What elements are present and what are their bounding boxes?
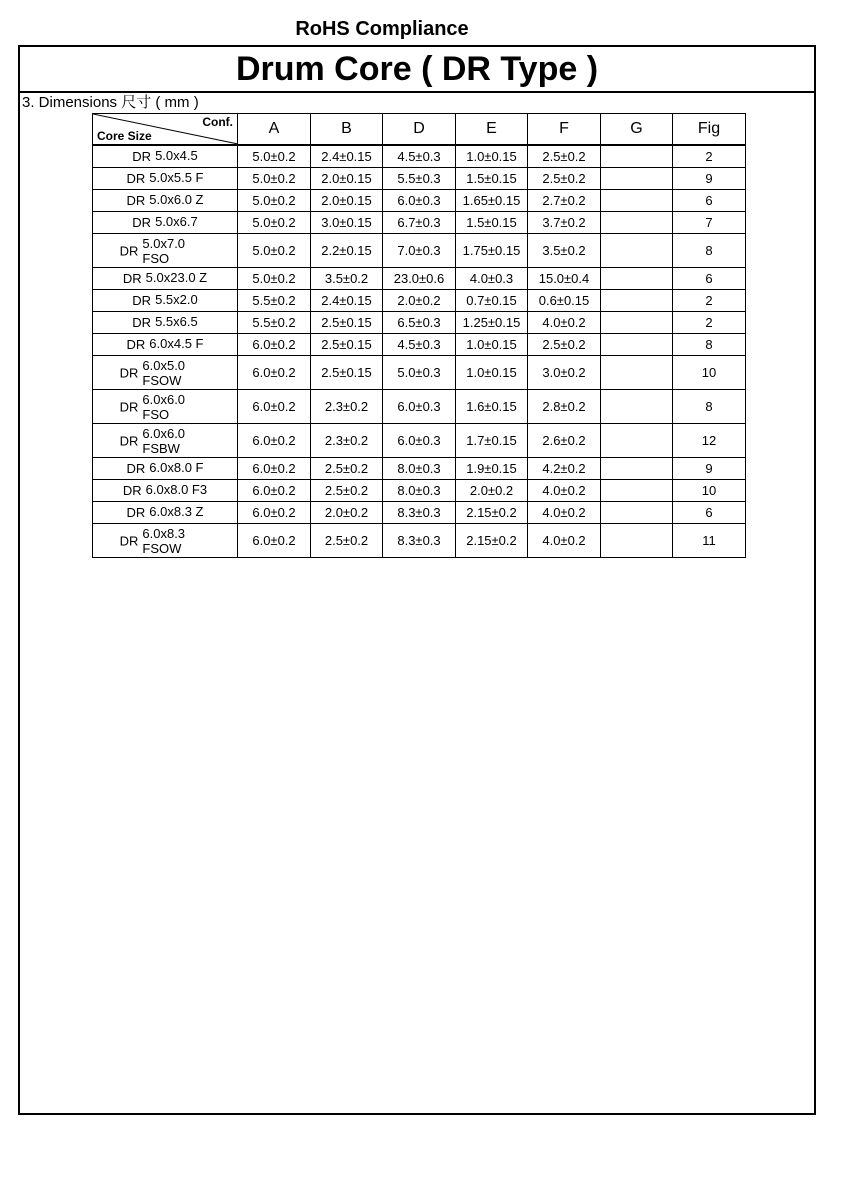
core-size-value bbox=[155, 148, 198, 163]
cell-e: 1.7±0.15 bbox=[456, 424, 528, 458]
core-size-line: 6.0x4.5 F bbox=[149, 336, 204, 352]
cell-g bbox=[601, 458, 673, 480]
core-size-line: 6.0x8.0 F bbox=[149, 460, 204, 476]
core-size-line: 6.0x5.0 bbox=[142, 357, 186, 373]
cell-g bbox=[601, 334, 673, 356]
table-row bbox=[93, 424, 746, 458]
cell-d: 6.0±0.3 bbox=[383, 390, 456, 424]
core-size-value bbox=[149, 170, 203, 185]
cell-d: 4.5±0.3 bbox=[383, 334, 456, 356]
cell-g bbox=[601, 480, 673, 502]
core-size-cell bbox=[93, 480, 238, 502]
cell-b: 2.5±0.2 bbox=[311, 524, 383, 558]
cell-d: 8.3±0.3 bbox=[383, 524, 456, 558]
cell-f: 4.2±0.2 bbox=[528, 458, 601, 480]
core-prefix: DR bbox=[126, 193, 146, 209]
cell-g bbox=[601, 424, 673, 458]
cell-a: 6.0±0.2 bbox=[238, 458, 311, 480]
cell-e: 1.0±0.15 bbox=[456, 145, 528, 168]
cell-f: 3.5±0.2 bbox=[528, 234, 601, 268]
core-size-value bbox=[142, 236, 210, 266]
core-size-line: 6.0x8.3 bbox=[142, 525, 186, 541]
cell-e: 1.5±0.15 bbox=[456, 212, 528, 234]
cell-a: 5.0±0.2 bbox=[238, 145, 311, 168]
cell-b: 2.5±0.15 bbox=[311, 356, 383, 390]
cell-fig: 2 bbox=[673, 145, 746, 168]
cell-e: 2.0±0.2 bbox=[456, 480, 528, 502]
core-size-value bbox=[149, 336, 203, 351]
core-prefix: DR bbox=[132, 215, 152, 231]
cell-e: 2.15±0.2 bbox=[456, 524, 528, 558]
core-prefix: DR bbox=[119, 399, 139, 414]
cell-b: 2.5±0.2 bbox=[311, 458, 383, 480]
table-row bbox=[93, 190, 746, 212]
cell-a: 5.5±0.2 bbox=[238, 290, 311, 312]
table-row bbox=[93, 268, 746, 290]
cell-g bbox=[601, 312, 673, 334]
table-row bbox=[93, 502, 746, 524]
cell-a: 6.0±0.2 bbox=[238, 502, 311, 524]
cell-fig: 2 bbox=[673, 312, 746, 334]
section-label: 3. Dimensions 尺寸 ( mm ) bbox=[22, 94, 199, 111]
cell-a: 5.0±0.2 bbox=[238, 168, 311, 190]
core-prefix: DR bbox=[119, 533, 139, 548]
header-row bbox=[93, 114, 746, 146]
table-row bbox=[93, 458, 746, 480]
core-size-line: 5.0x7.0 bbox=[142, 235, 186, 251]
cell-a: 6.0±0.2 bbox=[238, 480, 311, 502]
cell-g bbox=[601, 502, 673, 524]
core-size-cell bbox=[93, 524, 238, 558]
core-size-line: 5.0x23.0 Z bbox=[145, 270, 208, 286]
cell-fig: 8 bbox=[673, 334, 746, 356]
cell-fig: 10 bbox=[673, 356, 746, 390]
cell-fig: 11 bbox=[673, 524, 746, 558]
cell-a: 6.0±0.2 bbox=[238, 334, 311, 356]
cell-e: 4.0±0.3 bbox=[456, 268, 528, 290]
core-size-label: Core Size bbox=[97, 129, 152, 143]
core-size-value bbox=[149, 460, 203, 475]
cell-d: 8.3±0.3 bbox=[383, 502, 456, 524]
cell-b: 2.0±0.2 bbox=[311, 502, 383, 524]
cell-e: 1.6±0.15 bbox=[456, 390, 528, 424]
column-header-d: D bbox=[383, 114, 456, 146]
cell-g bbox=[601, 212, 673, 234]
core-size-line: FSO bbox=[142, 250, 170, 266]
core-size-line: 5.5x6.5 bbox=[155, 314, 198, 330]
cell-fig: 6 bbox=[673, 190, 746, 212]
cell-d: 6.7±0.3 bbox=[383, 212, 456, 234]
cell-b: 2.5±0.15 bbox=[311, 312, 383, 334]
cell-f: 3.0±0.2 bbox=[528, 356, 601, 390]
core-size-value bbox=[142, 392, 210, 422]
core-size-cell bbox=[93, 212, 238, 234]
core-size-cell bbox=[93, 502, 238, 524]
cell-d: 7.0±0.3 bbox=[383, 234, 456, 268]
cell-b: 2.0±0.15 bbox=[311, 168, 383, 190]
column-header-fig: Fig bbox=[673, 114, 746, 146]
cell-f: 4.0±0.2 bbox=[528, 502, 601, 524]
conf-label: Conf. bbox=[202, 115, 233, 129]
core-size-cell bbox=[93, 190, 238, 212]
core-size-cell bbox=[93, 145, 238, 168]
core-size-line: 6.0x8.3 Z bbox=[149, 504, 204, 520]
core-prefix: DR bbox=[122, 271, 142, 287]
cell-d: 6.0±0.3 bbox=[383, 190, 456, 212]
core-prefix: DR bbox=[126, 505, 146, 521]
cell-fig: 6 bbox=[673, 268, 746, 290]
core-size-value bbox=[146, 482, 207, 497]
core-size-line: 5.0x6.0 Z bbox=[149, 192, 204, 208]
cell-e: 1.9±0.15 bbox=[456, 458, 528, 480]
cell-a: 6.0±0.2 bbox=[238, 524, 311, 558]
cell-fig: 8 bbox=[673, 390, 746, 424]
cell-f: 2.6±0.2 bbox=[528, 424, 601, 458]
column-header-b: B bbox=[311, 114, 383, 146]
core-size-line: 6.0x6.0 bbox=[142, 425, 186, 441]
core-prefix: DR bbox=[126, 171, 146, 187]
core-prefix: DR bbox=[119, 433, 139, 448]
table-row bbox=[93, 480, 746, 502]
core-size-line: 6.0x6.0 bbox=[142, 391, 186, 407]
core-size-cell bbox=[93, 290, 238, 312]
cell-e: 1.75±0.15 bbox=[456, 234, 528, 268]
core-size-value bbox=[149, 504, 203, 519]
core-prefix: DR bbox=[119, 365, 139, 380]
cell-f: 2.8±0.2 bbox=[528, 390, 601, 424]
core-prefix: DR bbox=[126, 337, 146, 353]
core-size-cell bbox=[93, 234, 238, 268]
cell-g bbox=[601, 145, 673, 168]
cell-g bbox=[601, 356, 673, 390]
cell-b: 3.5±0.2 bbox=[311, 268, 383, 290]
cell-fig: 8 bbox=[673, 234, 746, 268]
core-size-cell bbox=[93, 424, 238, 458]
core-size-line: 5.0x6.7 bbox=[155, 214, 198, 230]
page-title: Drum Core ( DR Type ) bbox=[20, 47, 814, 93]
column-header-a: A bbox=[238, 114, 311, 146]
cell-f: 2.7±0.2 bbox=[528, 190, 601, 212]
core-size-value bbox=[142, 526, 210, 556]
cell-fig: 9 bbox=[673, 168, 746, 190]
core-size-cell bbox=[93, 390, 238, 424]
cell-d: 5.5±0.3 bbox=[383, 168, 456, 190]
cell-f: 2.5±0.2 bbox=[528, 334, 601, 356]
cell-d: 2.0±0.2 bbox=[383, 290, 456, 312]
table-row bbox=[93, 290, 746, 312]
core-size-value bbox=[146, 270, 207, 285]
cell-g bbox=[601, 190, 673, 212]
dimensions-table bbox=[92, 113, 746, 558]
core-prefix: DR bbox=[119, 243, 139, 258]
document-frame bbox=[18, 45, 816, 1115]
table-row bbox=[93, 524, 746, 558]
core-size-line: FSOW bbox=[142, 372, 182, 388]
core-size-value bbox=[155, 292, 198, 307]
cell-fig: 9 bbox=[673, 458, 746, 480]
core-size-cell bbox=[93, 458, 238, 480]
core-size-value bbox=[155, 214, 198, 229]
core-size-value bbox=[142, 358, 210, 388]
core-size-value bbox=[142, 426, 210, 456]
cell-e: 1.25±0.15 bbox=[456, 312, 528, 334]
core-size-cell bbox=[93, 312, 238, 334]
cell-a: 5.0±0.2 bbox=[238, 234, 311, 268]
cell-g bbox=[601, 290, 673, 312]
core-size-line: FSBW bbox=[142, 440, 180, 456]
cell-f: 4.0±0.2 bbox=[528, 524, 601, 558]
cell-e: 1.0±0.15 bbox=[456, 334, 528, 356]
core-size-line: 6.0x8.0 F3 bbox=[145, 482, 208, 498]
cell-a: 5.0±0.2 bbox=[238, 212, 311, 234]
cell-a: 6.0±0.2 bbox=[238, 390, 311, 424]
cell-a: 5.0±0.2 bbox=[238, 190, 311, 212]
core-size-cell bbox=[93, 356, 238, 390]
cell-g bbox=[601, 168, 673, 190]
cell-d: 5.0±0.3 bbox=[383, 356, 456, 390]
table-row bbox=[93, 234, 746, 268]
cell-fig: 12 bbox=[673, 424, 746, 458]
core-size-line: FSOW bbox=[142, 540, 182, 556]
cell-e: 1.0±0.15 bbox=[456, 356, 528, 390]
cell-f: 2.5±0.2 bbox=[528, 168, 601, 190]
cell-f: 4.0±0.2 bbox=[528, 312, 601, 334]
core-size-line: 5.0x5.5 F bbox=[149, 170, 204, 186]
core-size-value bbox=[155, 314, 198, 329]
column-header-e: E bbox=[456, 114, 528, 146]
cell-d: 4.5±0.3 bbox=[383, 145, 456, 168]
core-size-cell bbox=[93, 334, 238, 356]
cell-e: 1.5±0.15 bbox=[456, 168, 528, 190]
cell-b: 3.0±0.15 bbox=[311, 212, 383, 234]
table-row bbox=[93, 312, 746, 334]
cell-a: 5.5±0.2 bbox=[238, 312, 311, 334]
cell-d: 8.0±0.3 bbox=[383, 458, 456, 480]
table-row bbox=[93, 145, 746, 168]
table-row bbox=[93, 334, 746, 356]
cell-g bbox=[601, 524, 673, 558]
cell-d: 23.0±0.6 bbox=[383, 268, 456, 290]
core-prefix: DR bbox=[132, 315, 152, 331]
core-size-cell bbox=[93, 168, 238, 190]
cell-d: 8.0±0.3 bbox=[383, 480, 456, 502]
cell-b: 2.3±0.2 bbox=[311, 424, 383, 458]
cell-b: 2.4±0.15 bbox=[311, 145, 383, 168]
cell-b: 2.4±0.15 bbox=[311, 290, 383, 312]
cell-b: 2.5±0.2 bbox=[311, 480, 383, 502]
cell-fig: 7 bbox=[673, 212, 746, 234]
core-size-line: FSO bbox=[142, 406, 170, 422]
cell-d: 6.0±0.3 bbox=[383, 424, 456, 458]
cell-g bbox=[601, 390, 673, 424]
cell-f: 0.6±0.15 bbox=[528, 290, 601, 312]
core-prefix: DR bbox=[126, 461, 146, 477]
core-size-value bbox=[149, 192, 203, 207]
corner-header-cell bbox=[93, 114, 238, 146]
cell-b: 2.0±0.15 bbox=[311, 190, 383, 212]
cell-a: 5.0±0.2 bbox=[238, 268, 311, 290]
table-row bbox=[93, 390, 746, 424]
table-row bbox=[93, 356, 746, 390]
cell-b: 2.2±0.15 bbox=[311, 234, 383, 268]
cell-f: 2.5±0.2 bbox=[528, 145, 601, 168]
core-size-line: 5.0x4.5 bbox=[155, 148, 198, 164]
rohs-heading: RoHS Compliance bbox=[295, 18, 469, 40]
core-prefix: DR bbox=[122, 483, 142, 499]
cell-f: 3.7±0.2 bbox=[528, 212, 601, 234]
cell-b: 2.3±0.2 bbox=[311, 390, 383, 424]
cell-f: 15.0±0.4 bbox=[528, 268, 601, 290]
core-prefix: DR bbox=[132, 293, 152, 309]
cell-e: 0.7±0.15 bbox=[456, 290, 528, 312]
cell-fig: 10 bbox=[673, 480, 746, 502]
cell-a: 6.0±0.2 bbox=[238, 424, 311, 458]
table-body bbox=[93, 145, 746, 558]
cell-g bbox=[601, 268, 673, 290]
cell-fig: 6 bbox=[673, 502, 746, 524]
cell-fig: 2 bbox=[673, 290, 746, 312]
cell-f: 4.0±0.2 bbox=[528, 480, 601, 502]
core-size-line: 5.5x2.0 bbox=[155, 292, 198, 308]
cell-g bbox=[601, 234, 673, 268]
cell-b: 2.5±0.15 bbox=[311, 334, 383, 356]
cell-a: 6.0±0.2 bbox=[238, 356, 311, 390]
cell-e: 2.15±0.2 bbox=[456, 502, 528, 524]
column-header-g: G bbox=[601, 114, 673, 146]
core-size-cell bbox=[93, 268, 238, 290]
core-prefix: DR bbox=[132, 149, 152, 165]
table-row bbox=[93, 168, 746, 190]
cell-e: 1.65±0.15 bbox=[456, 190, 528, 212]
cell-d: 6.5±0.3 bbox=[383, 312, 456, 334]
column-header-f: F bbox=[528, 114, 601, 146]
table-row bbox=[93, 212, 746, 234]
